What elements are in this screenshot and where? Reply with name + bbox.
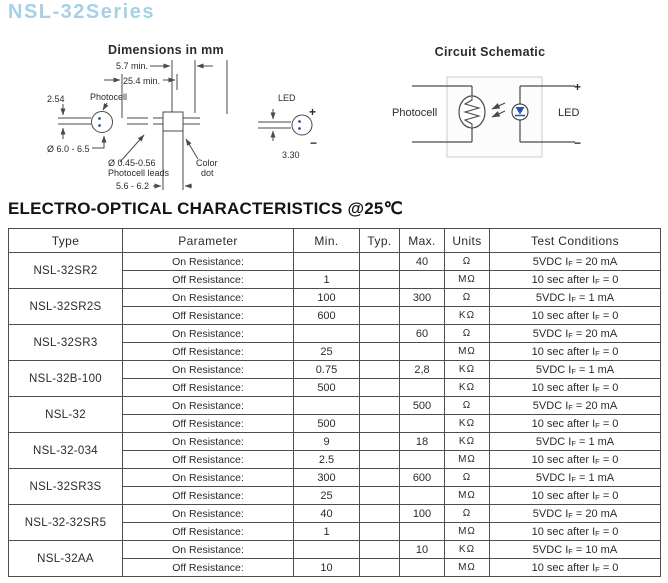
test-text: = 20 mA <box>572 507 618 520</box>
test-subscript: F <box>571 438 576 448</box>
max-cell: 60 <box>400 325 445 343</box>
min-cell: 600 <box>294 307 360 325</box>
dim-5-6-6-2-label: 5.6 - 6.2 <box>116 181 150 191</box>
min-cell: 40 <box>294 505 360 523</box>
test-conditions-cell <box>490 541 661 559</box>
test-text: = 1 mA <box>575 291 615 304</box>
col-header-type: Type <box>9 229 123 253</box>
led-lead-dot <box>298 127 301 130</box>
param-cell: Off Resistance: <box>123 523 294 541</box>
test-text: 10 sec after I <box>531 381 596 394</box>
test-text: = 20 mA <box>572 327 618 340</box>
table-row <box>9 541 661 559</box>
test-text: = 0 <box>599 309 619 322</box>
typ-cell <box>360 451 400 469</box>
units-cell: Ω <box>445 505 490 523</box>
typ-cell <box>360 379 400 397</box>
test-conditions-cell <box>490 487 661 505</box>
schematic-photocell-label: Photocell <box>392 107 438 119</box>
max-cell <box>400 415 445 433</box>
test-subscript: F <box>568 510 573 520</box>
typ-cell <box>360 253 400 271</box>
photocell-lead-dot <box>98 117 101 120</box>
max-cell <box>400 379 445 397</box>
test-text: = 20 mA <box>572 255 618 268</box>
page-title: NSL-32Series <box>8 1 155 23</box>
min-cell <box>294 541 360 559</box>
max-cell: 18 <box>400 433 445 451</box>
param-cell: Off Resistance: <box>123 379 294 397</box>
test-conditions-cell <box>490 433 661 451</box>
led-lead-dot <box>298 120 301 123</box>
test-text: = 0 <box>599 525 619 538</box>
test-text: 10 sec after I <box>531 345 596 358</box>
typ-cell <box>360 559 400 577</box>
test-text: 10 sec after I <box>531 489 596 502</box>
type-cell: NSL-32-32SR5 <box>9 505 123 541</box>
units-cell: KΩ <box>445 541 490 559</box>
plus-sign: + <box>309 105 317 119</box>
test-text: 10 sec after I <box>531 309 596 322</box>
test-text: 10 sec after I <box>531 417 596 430</box>
test-text: 5VDC I <box>535 363 572 376</box>
min-cell <box>294 325 360 343</box>
typ-cell <box>360 415 400 433</box>
test-text: = 1 mA <box>575 471 615 484</box>
table-row <box>9 325 661 343</box>
param-cell: Off Resistance: <box>123 307 294 325</box>
test-conditions-cell <box>490 523 661 541</box>
max-cell: 500 <box>400 397 445 415</box>
test-conditions-cell <box>490 397 661 415</box>
photocell-lead-dot <box>98 124 101 127</box>
units-cell: Ω <box>445 253 490 271</box>
param-cell: On Resistance: <box>123 433 294 451</box>
circuit-schematic <box>380 42 665 192</box>
characteristics-table <box>8 228 661 577</box>
test-subscript: F <box>595 276 600 286</box>
typ-cell <box>360 433 400 451</box>
typ-cell <box>360 523 400 541</box>
min-cell: 100 <box>294 289 360 307</box>
type-cell: NSL-32-034 <box>9 433 123 469</box>
test-text: 5VDC I <box>535 471 572 484</box>
led-label: LED <box>278 93 296 103</box>
max-cell <box>400 307 445 325</box>
max-cell: 2,8 <box>400 361 445 379</box>
test-subscript: F <box>568 258 573 268</box>
test-subscript: F <box>595 492 600 502</box>
units-cell: Ω <box>445 289 490 307</box>
schematic-plus-sign: + <box>574 80 582 94</box>
dim-2-54-label: 2.54 <box>47 94 65 104</box>
min-cell: 2.5 <box>294 451 360 469</box>
test-text: 5VDC I <box>535 435 572 448</box>
test-conditions-cell <box>490 271 661 289</box>
typ-cell <box>360 271 400 289</box>
col-header-parameter: Parameter <box>123 229 294 253</box>
schematic-led-label: LED <box>558 107 580 119</box>
test-subscript: F <box>595 456 600 466</box>
test-conditions-cell <box>490 361 661 379</box>
test-subscript: F <box>571 294 576 304</box>
min-cell: 9 <box>294 433 360 451</box>
units-cell: MΩ <box>445 523 490 541</box>
units-cell: Ω <box>445 325 490 343</box>
typ-cell <box>360 289 400 307</box>
min-cell: 300 <box>294 469 360 487</box>
type-cell: NSL-32AA <box>9 541 123 577</box>
test-text: = 0 <box>599 561 619 574</box>
component-body <box>163 112 183 131</box>
mechanical-drawing <box>20 40 365 200</box>
photocell-label: Photocell <box>90 92 128 102</box>
max-cell: 100 <box>400 505 445 523</box>
test-text: = 0 <box>599 381 619 394</box>
type-cell: NSL-32 <box>9 397 123 433</box>
test-text: = 1 mA <box>575 363 615 376</box>
photoresistor-symbol <box>459 96 485 128</box>
test-text: = 10 mA <box>572 543 618 556</box>
units-cell: MΩ <box>445 343 490 361</box>
units-cell: KΩ <box>445 361 490 379</box>
units-cell: KΩ <box>445 307 490 325</box>
param-cell: On Resistance: <box>123 469 294 487</box>
param-cell: Off Resistance: <box>123 487 294 505</box>
param-cell: On Resistance: <box>123 289 294 307</box>
lead-diameter-label2: Photocell leads <box>108 168 170 178</box>
typ-cell <box>360 487 400 505</box>
test-text: 10 sec after I <box>531 525 596 538</box>
table-row <box>9 253 661 271</box>
test-subscript: F <box>595 420 600 430</box>
typ-cell <box>360 397 400 415</box>
test-text: = 0 <box>599 417 619 430</box>
test-subscript: F <box>568 402 573 412</box>
test-text: 5VDC I <box>535 291 572 304</box>
test-text: 10 sec after I <box>531 273 596 286</box>
min-cell: 0.75 <box>294 361 360 379</box>
units-cell: MΩ <box>445 487 490 505</box>
max-cell <box>400 343 445 361</box>
test-subscript: F <box>595 384 600 394</box>
typ-cell <box>360 361 400 379</box>
col-header-units: Units <box>445 229 490 253</box>
schematic-minus-sign: − <box>574 136 582 150</box>
param-cell: Off Resistance: <box>123 415 294 433</box>
typ-cell <box>360 325 400 343</box>
test-text: = 0 <box>599 345 619 358</box>
max-cell: 600 <box>400 469 445 487</box>
test-conditions-cell <box>490 559 661 577</box>
col-header-typ: Typ. <box>360 229 400 253</box>
test-text: = 0 <box>599 489 619 502</box>
table-row <box>9 433 661 451</box>
table-body <box>9 253 661 577</box>
max-cell <box>400 487 445 505</box>
units-cell: KΩ <box>445 379 490 397</box>
test-subscript: F <box>595 312 600 322</box>
min-cell: 1 <box>294 271 360 289</box>
min-cell: 10 <box>294 559 360 577</box>
dim-25-4-label: 25.4 min. <box>123 76 161 86</box>
col-header-max: Max. <box>400 229 445 253</box>
param-cell: On Resistance: <box>123 325 294 343</box>
units-cell: KΩ <box>445 433 490 451</box>
units-cell: Ω <box>445 397 490 415</box>
max-cell <box>400 559 445 577</box>
min-cell: 25 <box>294 487 360 505</box>
min-cell <box>294 397 360 415</box>
typ-cell <box>360 469 400 487</box>
typ-cell <box>360 505 400 523</box>
test-subscript: F <box>568 546 573 556</box>
test-text: 5VDC I <box>532 255 569 268</box>
photocell-head <box>92 112 113 133</box>
test-conditions-cell <box>490 415 661 433</box>
type-cell: NSL-32SR3 <box>9 325 123 361</box>
test-conditions-cell <box>490 325 661 343</box>
test-text: = 0 <box>599 273 619 286</box>
typ-cell <box>360 307 400 325</box>
test-text: = 1 mA <box>575 435 615 448</box>
max-cell <box>400 271 445 289</box>
test-text: 5VDC I <box>532 327 569 340</box>
max-cell: 40 <box>400 253 445 271</box>
param-cell: Off Resistance: <box>123 451 294 469</box>
type-cell: NSL-32SR2 <box>9 253 123 289</box>
test-text: 10 sec after I <box>531 561 596 574</box>
table-row <box>9 289 661 307</box>
units-cell: MΩ <box>445 559 490 577</box>
typ-cell <box>360 541 400 559</box>
schematic-heading: Circuit Schematic <box>434 45 546 59</box>
param-cell: On Resistance: <box>123 253 294 271</box>
param-cell: On Resistance: <box>123 505 294 523</box>
test-subscript: F <box>568 330 573 340</box>
param-cell: On Resistance: <box>123 541 294 559</box>
col-header-min: Min. <box>294 229 360 253</box>
param-cell: On Resistance: <box>123 361 294 379</box>
test-text: 5VDC I <box>532 399 569 412</box>
max-cell: 10 <box>400 541 445 559</box>
units-cell: MΩ <box>445 271 490 289</box>
param-cell: Off Resistance: <box>123 271 294 289</box>
test-text: 5VDC I <box>532 543 569 556</box>
table-header <box>9 229 661 253</box>
max-cell <box>400 451 445 469</box>
typ-cell <box>360 343 400 361</box>
test-text: 10 sec after I <box>531 453 596 466</box>
test-subscript: F <box>571 474 576 484</box>
test-conditions-cell <box>490 379 661 397</box>
param-cell: On Resistance: <box>123 397 294 415</box>
minus-sign: − <box>310 136 318 150</box>
table-row <box>9 397 661 415</box>
max-cell: 300 <box>400 289 445 307</box>
col-header-test-conditions: Test Conditions <box>490 229 661 253</box>
test-subscript: F <box>595 528 600 538</box>
min-cell: 1 <box>294 523 360 541</box>
body-diameter-label: Ø 6.0 - 6.5 <box>47 144 90 154</box>
test-conditions-cell <box>490 469 661 487</box>
test-conditions-cell <box>490 307 661 325</box>
color-dot-label: Color <box>196 158 218 168</box>
param-cell: Off Resistance: <box>123 559 294 577</box>
max-cell <box>400 523 445 541</box>
lead-diameter-label: Ø 0.45-0.56 <box>108 158 156 168</box>
table-row <box>9 361 661 379</box>
test-subscript: F <box>595 564 600 574</box>
test-subscript: F <box>595 348 600 358</box>
test-conditions-cell <box>490 451 661 469</box>
test-conditions-cell <box>490 289 661 307</box>
test-text: = 0 <box>599 453 619 466</box>
dimensions-heading: Dimensions in mm <box>108 43 224 57</box>
dim-3-30-label: 3.30 <box>282 150 300 160</box>
dim-5-7-label: 5.7 min. <box>115 61 148 71</box>
color-dot-label2: dot <box>201 168 214 178</box>
units-cell: Ω <box>445 469 490 487</box>
type-cell: NSL-32SR3S <box>9 469 123 505</box>
table-row <box>9 469 661 487</box>
table-row <box>9 505 661 523</box>
type-cell: NSL-32B-100 <box>9 361 123 397</box>
test-conditions-cell <box>490 343 661 361</box>
units-cell: MΩ <box>445 451 490 469</box>
min-cell: 500 <box>294 379 360 397</box>
test-conditions-cell <box>490 253 661 271</box>
param-cell: Off Resistance: <box>123 343 294 361</box>
test-conditions-cell <box>490 505 661 523</box>
units-cell: KΩ <box>445 415 490 433</box>
section-heading: ELECTRO-OPTICAL CHARACTERISTICS @25℃ <box>8 199 403 218</box>
type-cell: NSL-32SR2S <box>9 289 123 325</box>
min-cell: 25 <box>294 343 360 361</box>
min-cell: 500 <box>294 415 360 433</box>
test-text: 5VDC I <box>532 507 569 520</box>
test-subscript: F <box>571 366 576 376</box>
test-text: = 20 mA <box>572 399 618 412</box>
header-row <box>9 229 661 253</box>
min-cell <box>294 253 360 271</box>
